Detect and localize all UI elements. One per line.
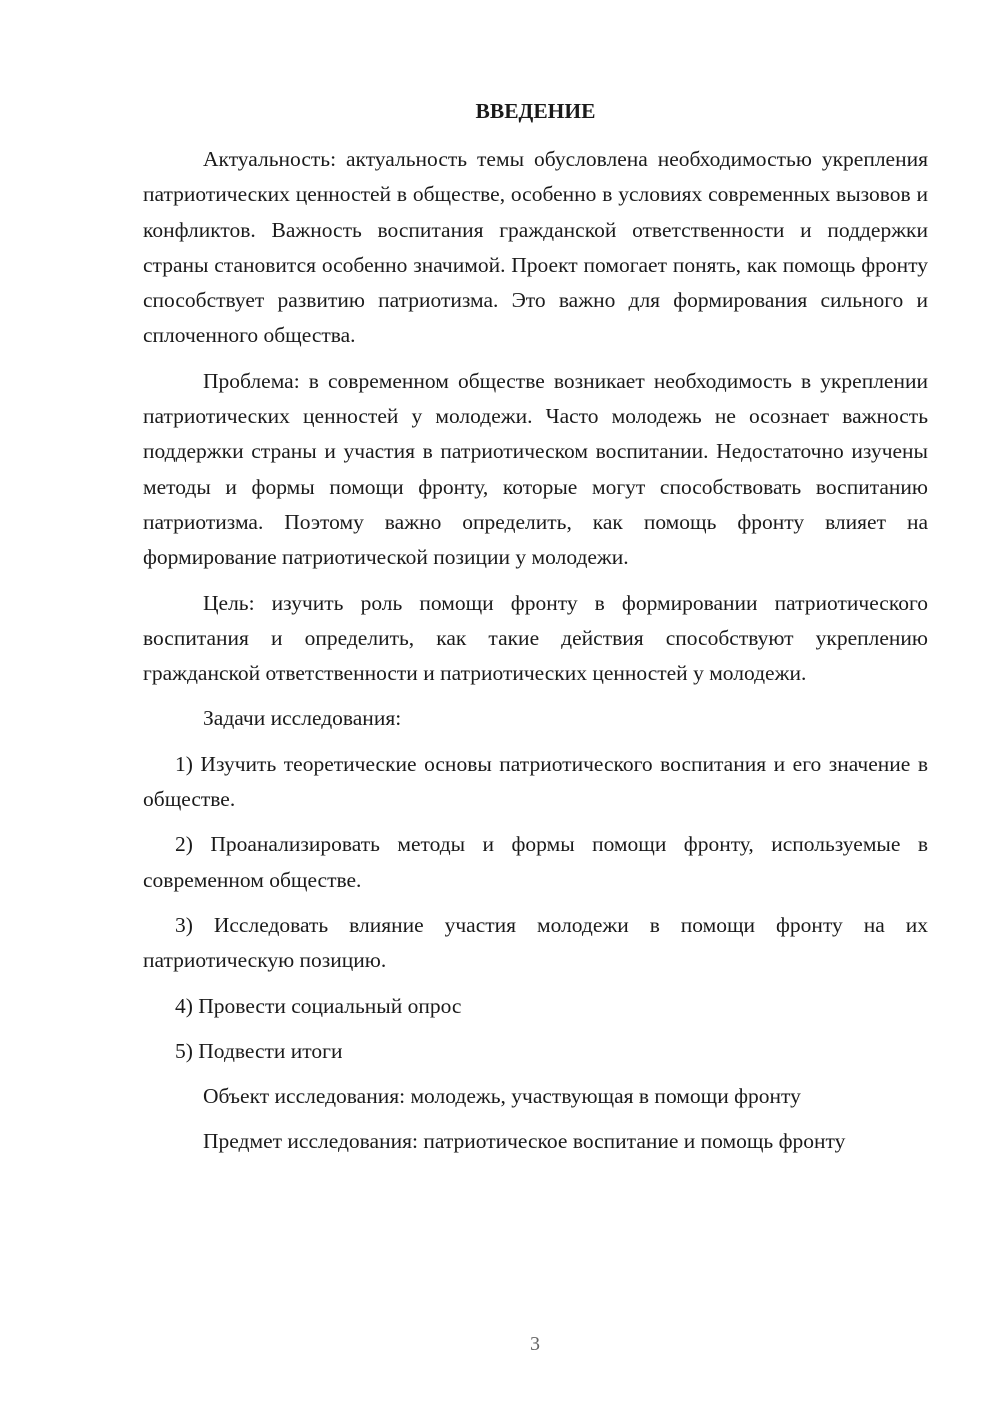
page-number: 3 [530, 1333, 540, 1355]
paragraph-goal: Цель: изучить роль помощи фронту в формировании патриотического воспитания и определить, как такие действия способствуют укреплению гражданской ответственности и патриотических ценностей у молодежи. [143, 590, 928, 686]
paragraph-subject: Предмет исследования: патриотическое воспитание и помощь фронту [203, 1129, 846, 1154]
task-item-2: 2) Проанализировать методы и формы помощи фронту, используемые в современном обществе. [143, 832, 928, 892]
task-item-5: 5) Подвести итоги [175, 1038, 343, 1063]
tasks-heading: Задачи исследования: [203, 706, 402, 731]
paragraph-relevance: Актуальность: актуальность темы обусловлена необходимостью укрепления патриотических ценностей в обществе, особенно в условиях современных вызовов и конфликтов. Важность воспитания гражданской ответственности и поддержки страны становится особенно значимой. Проект помогает понять, как помощь фронту способствует развитию патриотизма. Это важно для формирования сильного и сплоченного общества. [143, 147, 928, 348]
section-title: ВВЕДЕНИЕ [475, 99, 596, 123]
task-item-3: 3) Исследовать влияние участия молодежи в помощи фронту на их патриотическую позицию. [143, 912, 928, 973]
body-text [143, 142, 928, 1170]
task-item-4: 4) Провести социальный опрос [175, 993, 462, 1018]
paragraph-problem: Проблема: в современном обществе возникает необходимость в укреплении патриотических ценностей у молодежи. Часто молодежь не осознает важность поддержки страны и участия в патриотическом воспитании. Недостаточно изучены методы и формы помощи фронту, которые могут способствовать воспитанию патриотизма. Поэтому важно определить, как помощь фронту влияет на формирование патриотической позиции у молодежи. [143, 368, 928, 570]
task-item-1: 1) Изучить теоретические основы патриотического воспитания и его значение в обществе. [143, 751, 928, 812]
paragraph-object: Объект исследования: молодежь, участвующая в помощи фронту [203, 1084, 801, 1109]
